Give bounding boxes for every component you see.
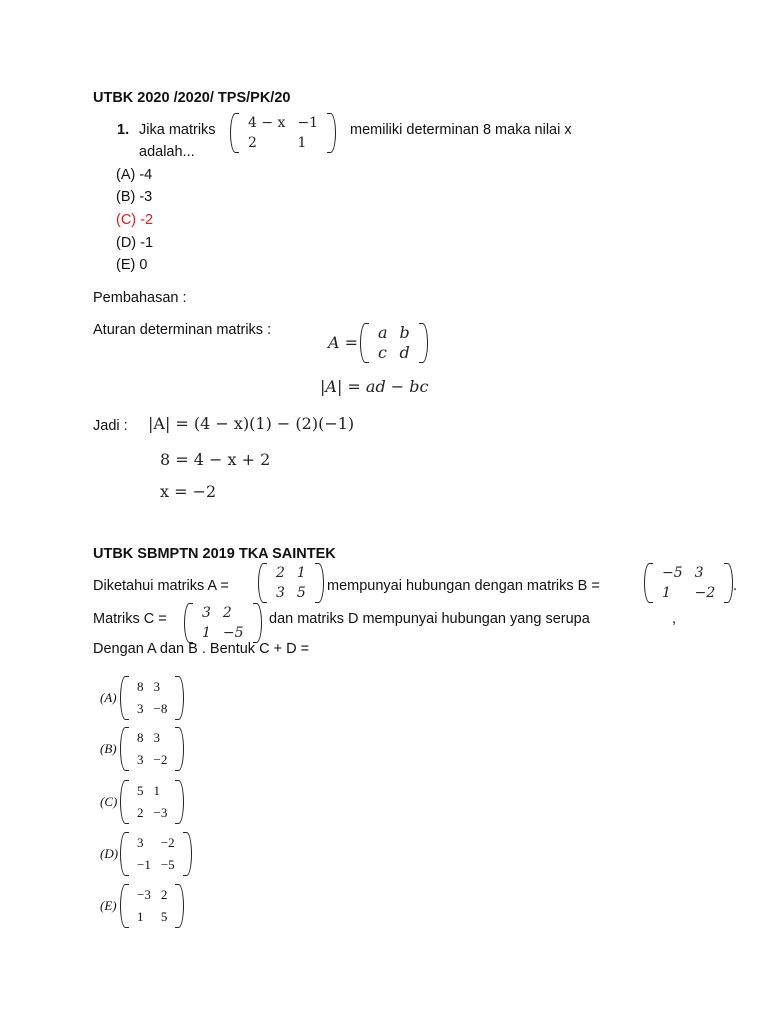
answer-e-label: (E) [100, 898, 117, 913]
aturan-label: Aturan determinan matriks : [93, 322, 272, 338]
pembahasan-label: Pembahasan : [93, 290, 187, 306]
matrix-cell: −3 [137, 887, 151, 902]
section1-title: UTBK 2020 /2020/ TPS/PK/20 [93, 90, 291, 106]
option-b: (B) -3 [116, 189, 153, 205]
matrix-cell: 3 [137, 835, 144, 850]
matrix-cell: −5 [222, 625, 244, 641]
answer-e-matrix [120, 884, 184, 928]
matrix-cell: 1 [202, 625, 211, 641]
matrix-cell: 3 [694, 565, 704, 581]
step-3: x = −2 [160, 482, 217, 501]
matrix-cell: −8 [153, 701, 168, 716]
matrix-cell: 1 [297, 135, 307, 151]
answer-d-label: (D) [100, 846, 119, 861]
matrix-b [644, 563, 733, 603]
question-text-pre: Jika matriks [139, 122, 216, 138]
matrix-cell: 3 [137, 752, 144, 767]
matrix-cell: b [399, 323, 410, 342]
rule-matrix [360, 323, 428, 363]
matrix-cell: 1 [137, 909, 144, 924]
line2-comma: , [672, 611, 677, 627]
matrix-cell: −5 [160, 857, 175, 872]
rule-lhs: A = [328, 333, 359, 352]
line3-text: Dengan A dan B . Bentuk C + D = [93, 641, 310, 657]
section2-title: UTBK SBMPTN 2019 TKA SAINTEK [93, 546, 336, 562]
matrix-cell: c [378, 343, 387, 362]
matrix-cell: 8 [137, 730, 144, 745]
step-2: 8 = 4 − x + 2 [160, 450, 271, 469]
step-1: |A| = (4 − x)(1) − (2)(−1) [148, 414, 355, 433]
answer-b-matrix [120, 727, 184, 771]
matrix-a [258, 563, 324, 603]
option-a: (A) -4 [116, 167, 153, 183]
matrix-cell: −2 [694, 585, 716, 601]
option-e: (E) 0 [116, 257, 148, 273]
question-number: 1. [117, 122, 130, 138]
line1-period: . [733, 578, 738, 594]
matrix-cell: 2 [248, 135, 257, 151]
matrix-cell: 5 [137, 783, 144, 798]
line1-text-b: mempunyai hubungan dengan matriks B = [327, 578, 600, 594]
matrix-cell: 2 [276, 565, 285, 581]
answer-c-matrix [120, 780, 184, 824]
matrix-cell: −5 [662, 565, 683, 581]
matrix-cell: 5 [160, 909, 168, 924]
matrix-cell: 3 [153, 679, 160, 694]
matrix-cell: 8 [137, 679, 144, 694]
matrix-cell: −2 [160, 835, 175, 850]
answer-d-matrix [120, 832, 192, 876]
question-matrix [230, 113, 336, 153]
matrix-cell: 4 − x [248, 115, 286, 131]
option-c-correct: (C) -2 [116, 212, 154, 228]
matrix-cell: 3 [153, 730, 160, 745]
matrix-cell: 2 [137, 805, 144, 820]
answer-a-matrix [120, 676, 184, 720]
matrix-cell: 5 [296, 585, 306, 601]
matrix-cell: a [378, 323, 388, 342]
matrix-cell: 1 [296, 565, 306, 581]
line2-text-a: Matriks C = [93, 611, 167, 627]
matrix-cell: −2 [153, 752, 168, 767]
matrix-cell: d [399, 343, 410, 362]
matrix-c [184, 603, 262, 643]
matrix-cell: 2 [222, 605, 232, 621]
line1-text-a: Diketahui matriks A = [93, 578, 229, 594]
jadi-label: Jadi : [93, 418, 128, 434]
answer-b-label: (B) [100, 741, 117, 756]
question-text-line2: adalah... [139, 144, 195, 160]
matrix-cell: 1 [153, 783, 160, 798]
matrix-cell: −1 [137, 857, 151, 872]
rule-determinant: |A| = ad − bc [320, 377, 429, 396]
matrix-cell: 3 [202, 605, 211, 621]
matrix-cell: 2 [160, 887, 168, 902]
matrix-cell: 1 [662, 585, 671, 601]
question-text-post: memiliki determinan 8 maka nilai x [350, 122, 572, 138]
option-d: (D) -1 [116, 235, 154, 251]
matrix-cell: 3 [137, 701, 144, 716]
matrix-cell: −1 [297, 115, 319, 131]
answer-c-label: (C) [100, 794, 118, 809]
line2-text-b: dan matriks D mempunyai hubungan yang serupa [269, 611, 590, 627]
answer-a-label: (A) [100, 690, 117, 705]
matrix-cell: 3 [276, 585, 285, 601]
matrix-cell: −3 [153, 805, 168, 820]
